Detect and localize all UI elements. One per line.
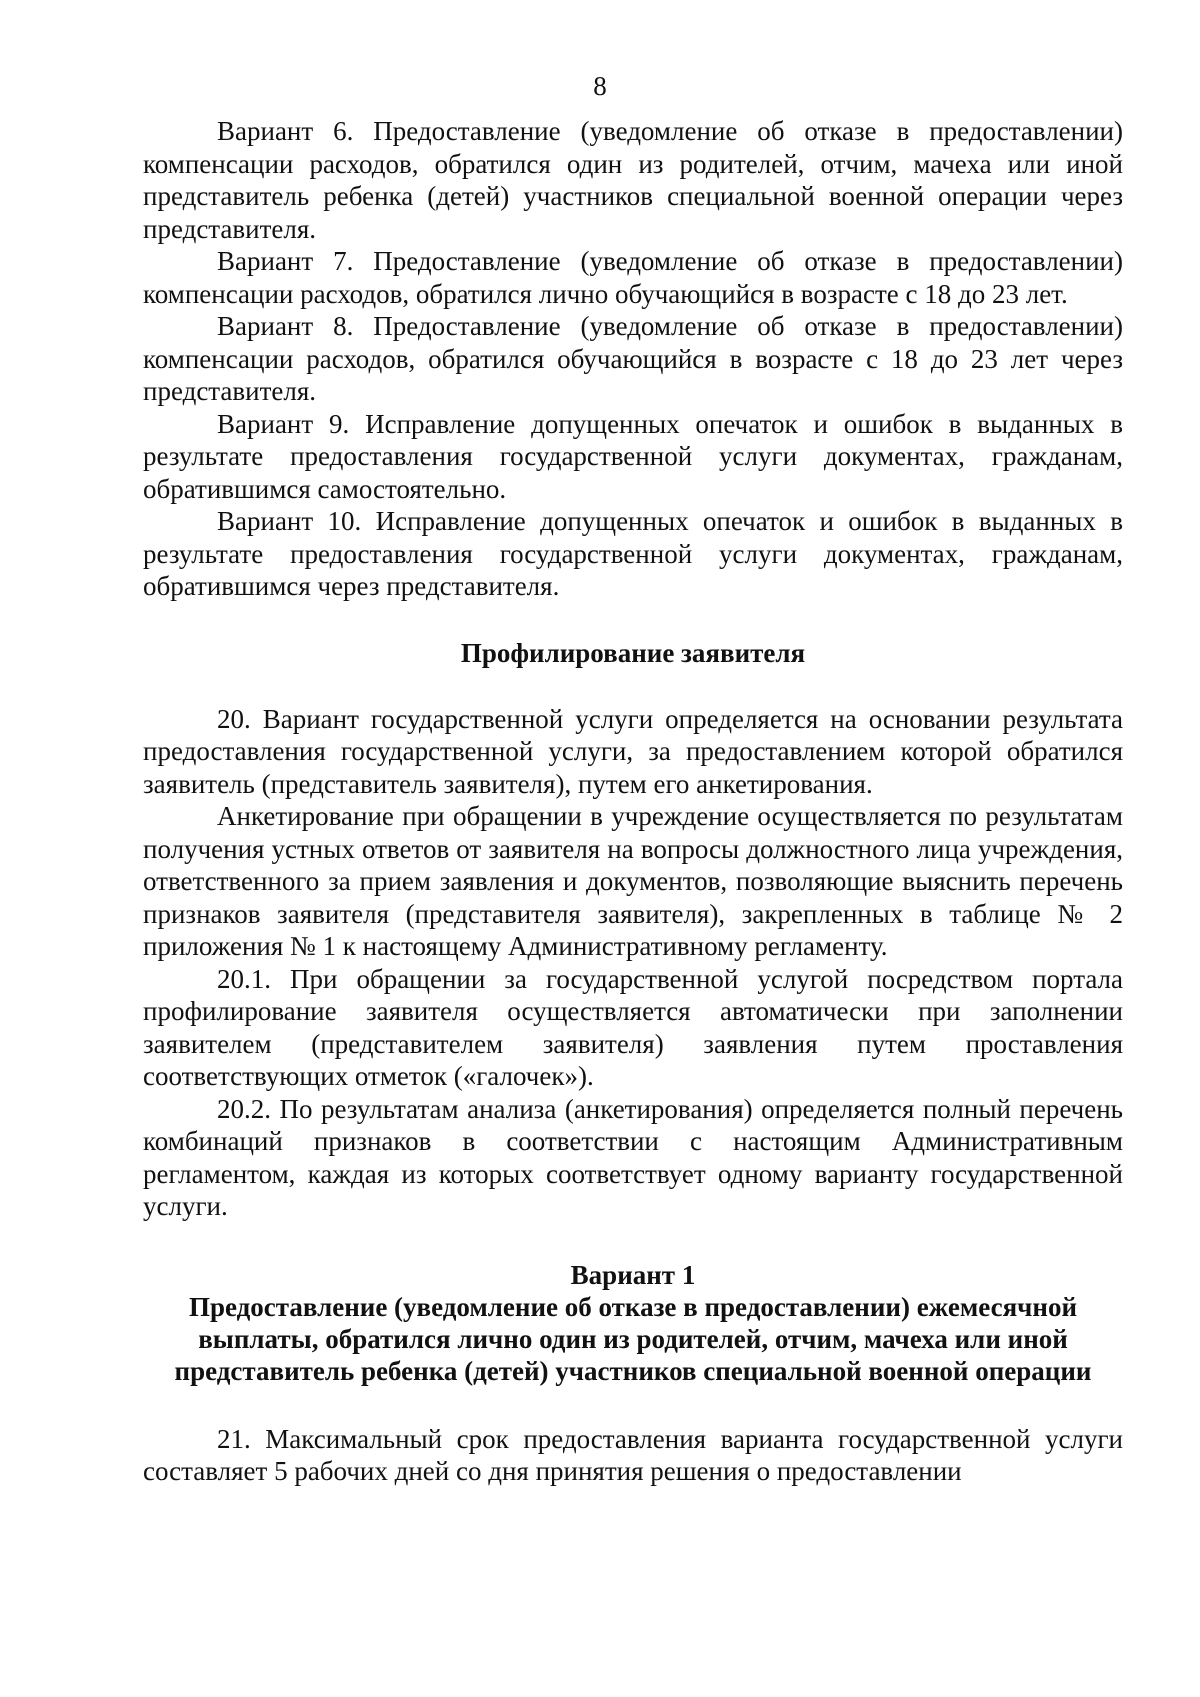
paragraph-variant-10: Вариант 10. Исправление допущенных опечаток и ошибок в выданных в результате предоставления государственной услуги документах, гражданам, обратившимся через представителя. <box>143 506 1123 601</box>
paragraph-20-2: 20.2. По результатам анализа (анкетирования) определяется полный перечень комбинаций признаков в соответствии с настоящим Административным регламентом, каждая из которых соответствует одному варианту государственной услуги. <box>143 1093 1123 1221</box>
section-heading-profiling: Профилирование заявителя <box>460 637 806 668</box>
paragraph-variant-7: Вариант 7. Предоставление (уведомление об отказе в предоставлении) компенсации расходов, обратился лично обучающийся в возрасте с 18 до 23 лет. <box>143 246 1123 309</box>
section-heading-variant-1 <box>143 1259 1123 1387</box>
paragraph-variant-9: Вариант 9. Исправление допущенных опечаток и ошибок в выданных в результате предоставления государственной услуги документах, гражданам, обратившимся самостоятельно. <box>143 408 1123 504</box>
page-number: 8 <box>593 71 607 101</box>
variant-heading-line-2: выплаты, обратился лично один из родителей, отчим, мачеха или иной <box>198 1323 1068 1354</box>
document-body <box>143 115 1123 1488</box>
paragraph-variant-8: Вариант 8. Предоставление (уведомление об отказе в предоставлении) компенсации расходов, обратился обучающийся в возрасте с 18 до 23 лет через представителя. <box>143 311 1123 406</box>
paragraph-20-1: 20.1. При обращении за государственной услугой посредством портала профилирование заявителя осуществляется автоматически при заполнении заявителем (представителем заявителя) заявления путем проставления соответствующих отметок («галочек»). <box>143 963 1123 1091</box>
paragraph-questionnaire: Анкетирование при обращении в учреждение осуществляется по результатам получения устных ответов от заявителя на вопросы должностного лица учреждения, ответственного за прием заявления и документов, позволяющие выяснить перечень признаков заявителя (представителя заявителя), закрепленных в таблице № 2 приложения № 1 к настоящему Административному регламенту. <box>143 801 1123 961</box>
paragraph-variant-6: Вариант 6. Предоставление (уведомление об отказе в предоставлении) компенсации расходов, обратился один из родителей, отчим, мачеха или иной представитель ребенка (детей) участников специальной военной операции через представителя. <box>143 116 1123 244</box>
variant-heading-title: Вариант 1 <box>570 1259 696 1290</box>
variant-heading-line-1: Предоставление (уведомление об отказе в предоставлении) ежемесячной <box>188 1291 1078 1322</box>
variant-heading-line-3: представитель ребенка (детей) участников специальной военной операции <box>174 1355 1092 1386</box>
paragraph-21: 21. Максимальный срок предоставления варианта государственной услуги составляет 5 рабочих дней со дня принятия решения о предоставлении <box>143 1423 1123 1486</box>
paragraph-20: 20. Вариант государственной услуги определяется на основании результата предоставления государственной услуги, за предоставлением которой обратился заявитель (представитель заявителя), путем его анкетирования. <box>143 703 1123 799</box>
